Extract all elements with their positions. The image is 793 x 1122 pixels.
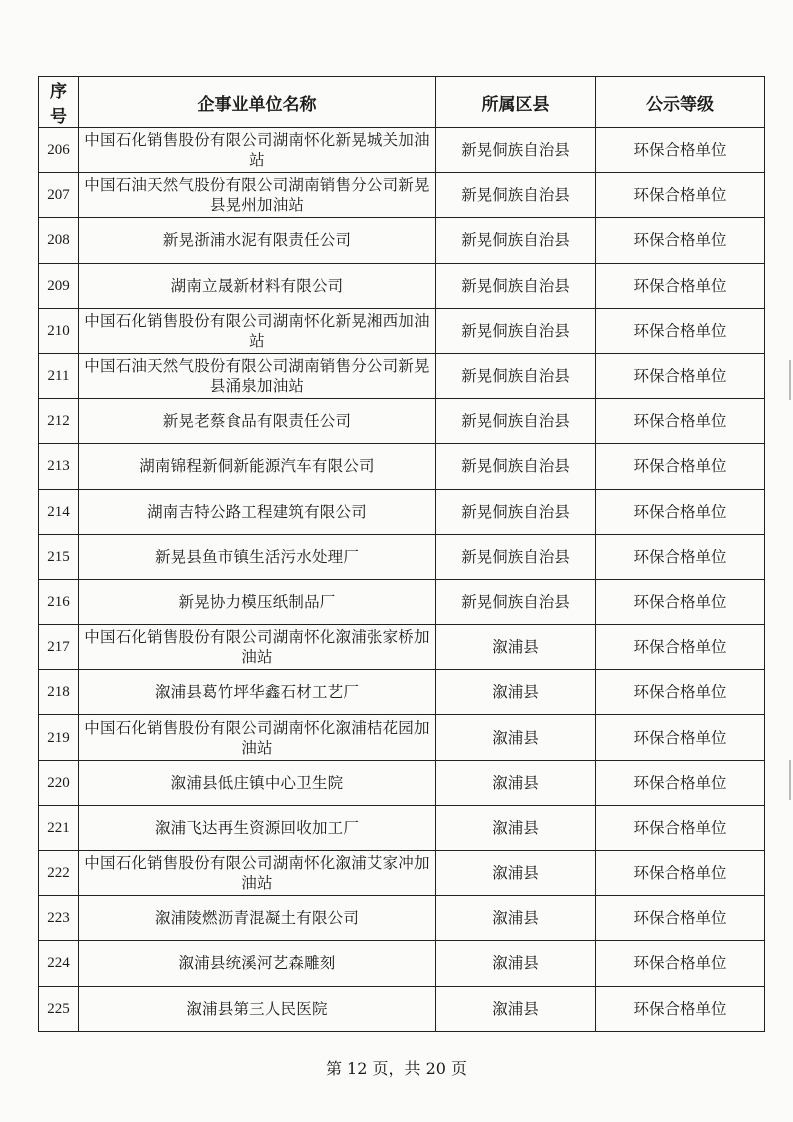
cell-no: 218 — [39, 670, 79, 715]
cell-area: 新晃侗族自治县 — [436, 128, 596, 173]
cell-company-name: 湖南立晟新材料有限公司 — [79, 263, 436, 308]
scan-edge-mark — [789, 360, 791, 400]
cell-level: 环保合格单位 — [596, 444, 765, 489]
cell-company-name: 中国石化销售股份有限公司湖南怀化新晃湘西加油站 — [79, 308, 436, 353]
table-row — [39, 941, 765, 986]
cell-no: 225 — [39, 986, 79, 1031]
table-header-row — [39, 77, 765, 128]
cell-level: 环保合格单位 — [596, 399, 765, 444]
cell-no: 209 — [39, 263, 79, 308]
cell-company-name: 中国石油天然气股份有限公司湖南销售分公司新晃县晃州加油站 — [79, 173, 436, 218]
cell-area: 新晃侗族自治县 — [436, 579, 596, 624]
table-row — [39, 715, 765, 760]
cell-company-name: 溆浦县统溪河艺森雕刻 — [79, 941, 436, 986]
cell-area: 溆浦县 — [436, 896, 596, 941]
cell-company-name: 溆浦县葛竹坪华鑫石材工艺厂 — [79, 670, 436, 715]
table-row — [39, 399, 765, 444]
cell-area: 新晃侗族自治县 — [436, 399, 596, 444]
cell-no: 224 — [39, 941, 79, 986]
cell-level: 环保合格单位 — [596, 896, 765, 941]
cell-company-name: 新晃浙浦水泥有限责任公司 — [79, 218, 436, 263]
cell-no: 221 — [39, 805, 79, 850]
cell-level: 环保合格单位 — [596, 173, 765, 218]
table-row — [39, 128, 765, 173]
cell-company-name: 溆浦陵燃沥青混凝土有限公司 — [79, 896, 436, 941]
cell-area: 溆浦县 — [436, 805, 596, 850]
cell-no: 207 — [39, 173, 79, 218]
cell-company-name: 溆浦飞达再生资源回收加工厂 — [79, 805, 436, 850]
table-row — [39, 353, 765, 398]
cell-area: 溆浦县 — [436, 625, 596, 670]
cell-company-name: 湖南吉特公路工程建筑有限公司 — [79, 489, 436, 534]
cell-level: 环保合格单位 — [596, 308, 765, 353]
cell-level: 环保合格单位 — [596, 128, 765, 173]
cell-area: 新晃侗族自治县 — [436, 173, 596, 218]
cell-no: 212 — [39, 399, 79, 444]
cell-no: 211 — [39, 353, 79, 398]
cell-area: 新晃侗族自治县 — [436, 489, 596, 534]
cell-level: 环保合格单位 — [596, 670, 765, 715]
cell-area: 溆浦县 — [436, 670, 596, 715]
cell-level: 环保合格单位 — [596, 625, 765, 670]
table-row — [39, 444, 765, 489]
table-row — [39, 625, 765, 670]
company-table — [38, 76, 765, 1032]
cell-level: 环保合格单位 — [596, 805, 765, 850]
cell-company-name: 中国石油天然气股份有限公司湖南销售分公司新晃县涌泉加油站 — [79, 353, 436, 398]
header-level: 公示等级 — [596, 77, 765, 128]
cell-no: 222 — [39, 851, 79, 896]
cell-area: 新晃侗族自治县 — [436, 444, 596, 489]
table-row — [39, 896, 765, 941]
cell-company-name: 溆浦县低庄镇中心卫生院 — [79, 760, 436, 805]
cell-company-name: 中国石化销售股份有限公司湖南怀化溆浦艾家冲加油站 — [79, 851, 436, 896]
cell-area: 新晃侗族自治县 — [436, 353, 596, 398]
table-row — [39, 534, 765, 579]
cell-company-name: 湖南锦程新侗新能源汽车有限公司 — [79, 444, 436, 489]
cell-company-name: 中国石化销售股份有限公司湖南怀化新晃城关加油站 — [79, 128, 436, 173]
cell-level: 环保合格单位 — [596, 534, 765, 579]
cell-company-name: 中国石化销售股份有限公司湖南怀化溆浦张家桥加油站 — [79, 625, 436, 670]
cell-area: 溆浦县 — [436, 851, 596, 896]
table-row — [39, 805, 765, 850]
cell-no: 223 — [39, 896, 79, 941]
table-row — [39, 308, 765, 353]
cell-company-name: 新晃县鱼市镇生活污水处理厂 — [79, 534, 436, 579]
cell-company-name: 新晃老蔡食品有限责任公司 — [79, 399, 436, 444]
header-area: 所属区县 — [436, 77, 596, 128]
cell-no: 206 — [39, 128, 79, 173]
cell-no: 220 — [39, 760, 79, 805]
cell-area: 溆浦县 — [436, 986, 596, 1031]
cell-area: 新晃侗族自治县 — [436, 534, 596, 579]
scan-edge-mark — [789, 760, 791, 800]
table-body — [39, 128, 765, 1032]
cell-level: 环保合格单位 — [596, 715, 765, 760]
table-row — [39, 851, 765, 896]
cell-level: 环保合格单位 — [596, 489, 765, 534]
header-no: 序号 — [39, 77, 79, 128]
cell-no: 219 — [39, 715, 79, 760]
cell-level: 环保合格单位 — [596, 941, 765, 986]
cell-no: 214 — [39, 489, 79, 534]
cell-area: 溆浦县 — [436, 760, 596, 805]
table-row — [39, 263, 765, 308]
cell-no: 208 — [39, 218, 79, 263]
table-row — [39, 489, 765, 534]
cell-area: 新晃侗族自治县 — [436, 308, 596, 353]
table-row — [39, 173, 765, 218]
cell-area: 新晃侗族自治县 — [436, 263, 596, 308]
cell-level: 环保合格单位 — [596, 353, 765, 398]
cell-level: 环保合格单位 — [596, 218, 765, 263]
cell-area: 新晃侗族自治县 — [436, 218, 596, 263]
table-row — [39, 670, 765, 715]
cell-level: 环保合格单位 — [596, 986, 765, 1031]
cell-company-name: 中国石化销售股份有限公司湖南怀化溆浦桔花园加油站 — [79, 715, 436, 760]
cell-company-name: 溆浦县第三人民医院 — [79, 986, 436, 1031]
table-row — [39, 760, 765, 805]
cell-no: 216 — [39, 579, 79, 624]
header-name: 企事业单位名称 — [79, 77, 436, 128]
cell-level: 环保合格单位 — [596, 760, 765, 805]
cell-level: 环保合格单位 — [596, 579, 765, 624]
cell-level: 环保合格单位 — [596, 851, 765, 896]
cell-no: 213 — [39, 444, 79, 489]
table-row — [39, 986, 765, 1031]
table-row — [39, 579, 765, 624]
cell-no: 217 — [39, 625, 79, 670]
cell-level: 环保合格单位 — [596, 263, 765, 308]
cell-no: 215 — [39, 534, 79, 579]
cell-area: 溆浦县 — [436, 715, 596, 760]
page-number: 第 12 页，共 20 页 — [325, 1059, 468, 1078]
cell-company-name: 新晃协力模压纸制品厂 — [79, 579, 436, 624]
cell-area: 溆浦县 — [436, 941, 596, 986]
table-row — [39, 218, 765, 263]
cell-no: 210 — [39, 308, 79, 353]
